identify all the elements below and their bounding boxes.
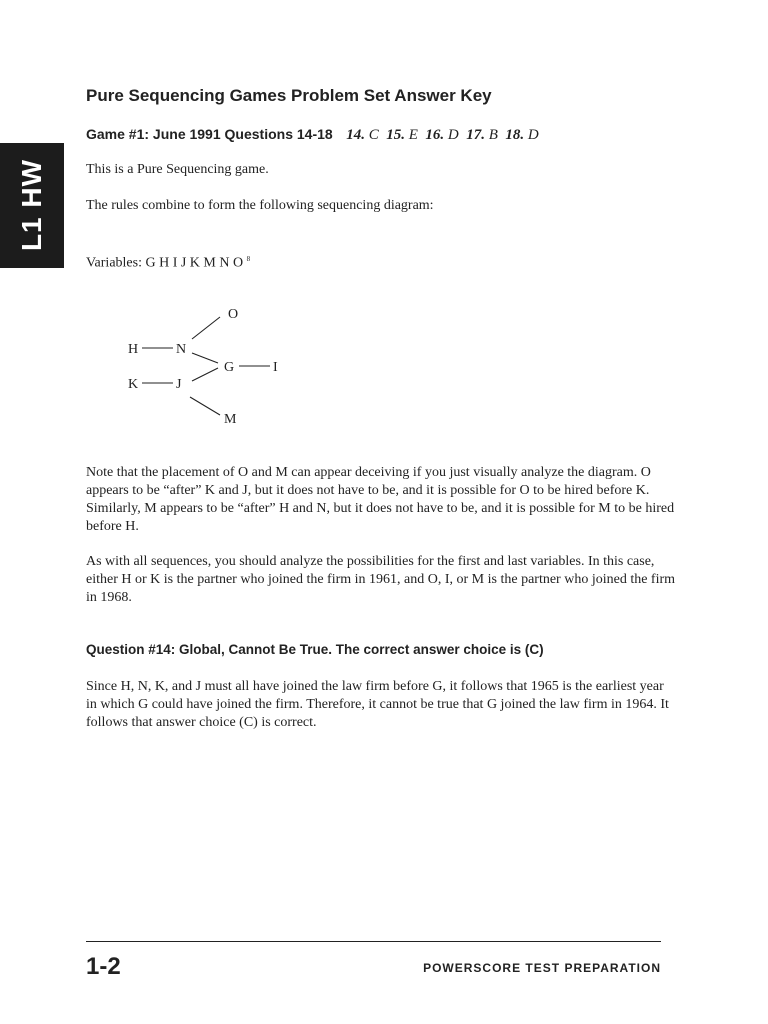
question-14-heading: Question #14: Global, Cannot Be True. The correct answer choice is (C) [86,642,544,657]
sequencing-diagram [110,295,310,435]
note-paragraph: Note that the placement of O and M can appear deceiving if you just visually analyze the diagram. O appears to be “after” K and J, but it does not have to be, and it is possible for O to be hired before K. Similarly, M appears to be “after” H and N, but it does not have to be, and it is possible for M to be hired before H. [86,465,675,534]
game-header [86,126,539,144]
page-number: 1-2 [86,953,121,980]
answer-letter: E [408,127,418,143]
variables-text: Variables: G H I J K M N O [86,255,244,271]
intro-text: This is a Pure Sequencing game. [86,162,269,177]
node-g: G [224,360,235,375]
chapter-tab [0,143,64,268]
answer-number: 18. [505,127,525,143]
edge-n-o [192,317,220,339]
answer-number: 17. [466,127,485,143]
node-i: I [273,360,278,375]
page-title: Pure Sequencing Games Problem Set Answer Key [86,86,492,105]
edge-j-g [192,368,218,381]
answer-letter: D [527,127,539,143]
answer-letter: C [368,127,379,143]
edge-j-m [190,397,220,415]
node-k: K [128,377,139,392]
edge-n-g [192,353,218,363]
answer-list [346,127,539,143]
variables-line [86,250,676,273]
variables-count: 8 [246,255,251,263]
footer-divider [86,941,661,942]
answer-letter: B [488,127,498,143]
answer-letter: D [447,127,459,143]
node-n: N [176,342,187,357]
node-m: M [224,412,237,427]
node-j: J [176,377,182,392]
sequences-paragraph: As with all sequences, you should analyze the possibilities for the first and last variables. In this case, either H or K is the partner who joined the firm in 1961, and O, I, or M is the partner who joined the firm in 1968. [86,554,676,605]
answer-number: 15. [386,127,405,143]
answer-number: 16. [425,127,445,143]
node-h: H [128,342,139,357]
question-14-body: Since H, N, K, and J must all have joined the law firm before G, it follows that 1965 is the earliest year in which G could have joined the firm. Therefore, it cannot be true that G joined the law firm in 1964. It follows that answer choice (C) is correct. [86,679,669,730]
chapter-tab-label: L1 HW [16,158,47,252]
answer-number: 14. [346,127,365,143]
game-label: Game #1: June 1991 Questions 14-18 [86,126,333,142]
node-o: O [228,307,239,322]
publisher-name: POWERSCORE TEST PREPARATION [423,961,661,975]
rules-text: The rules combine to form the following sequencing diagram: [86,198,434,213]
